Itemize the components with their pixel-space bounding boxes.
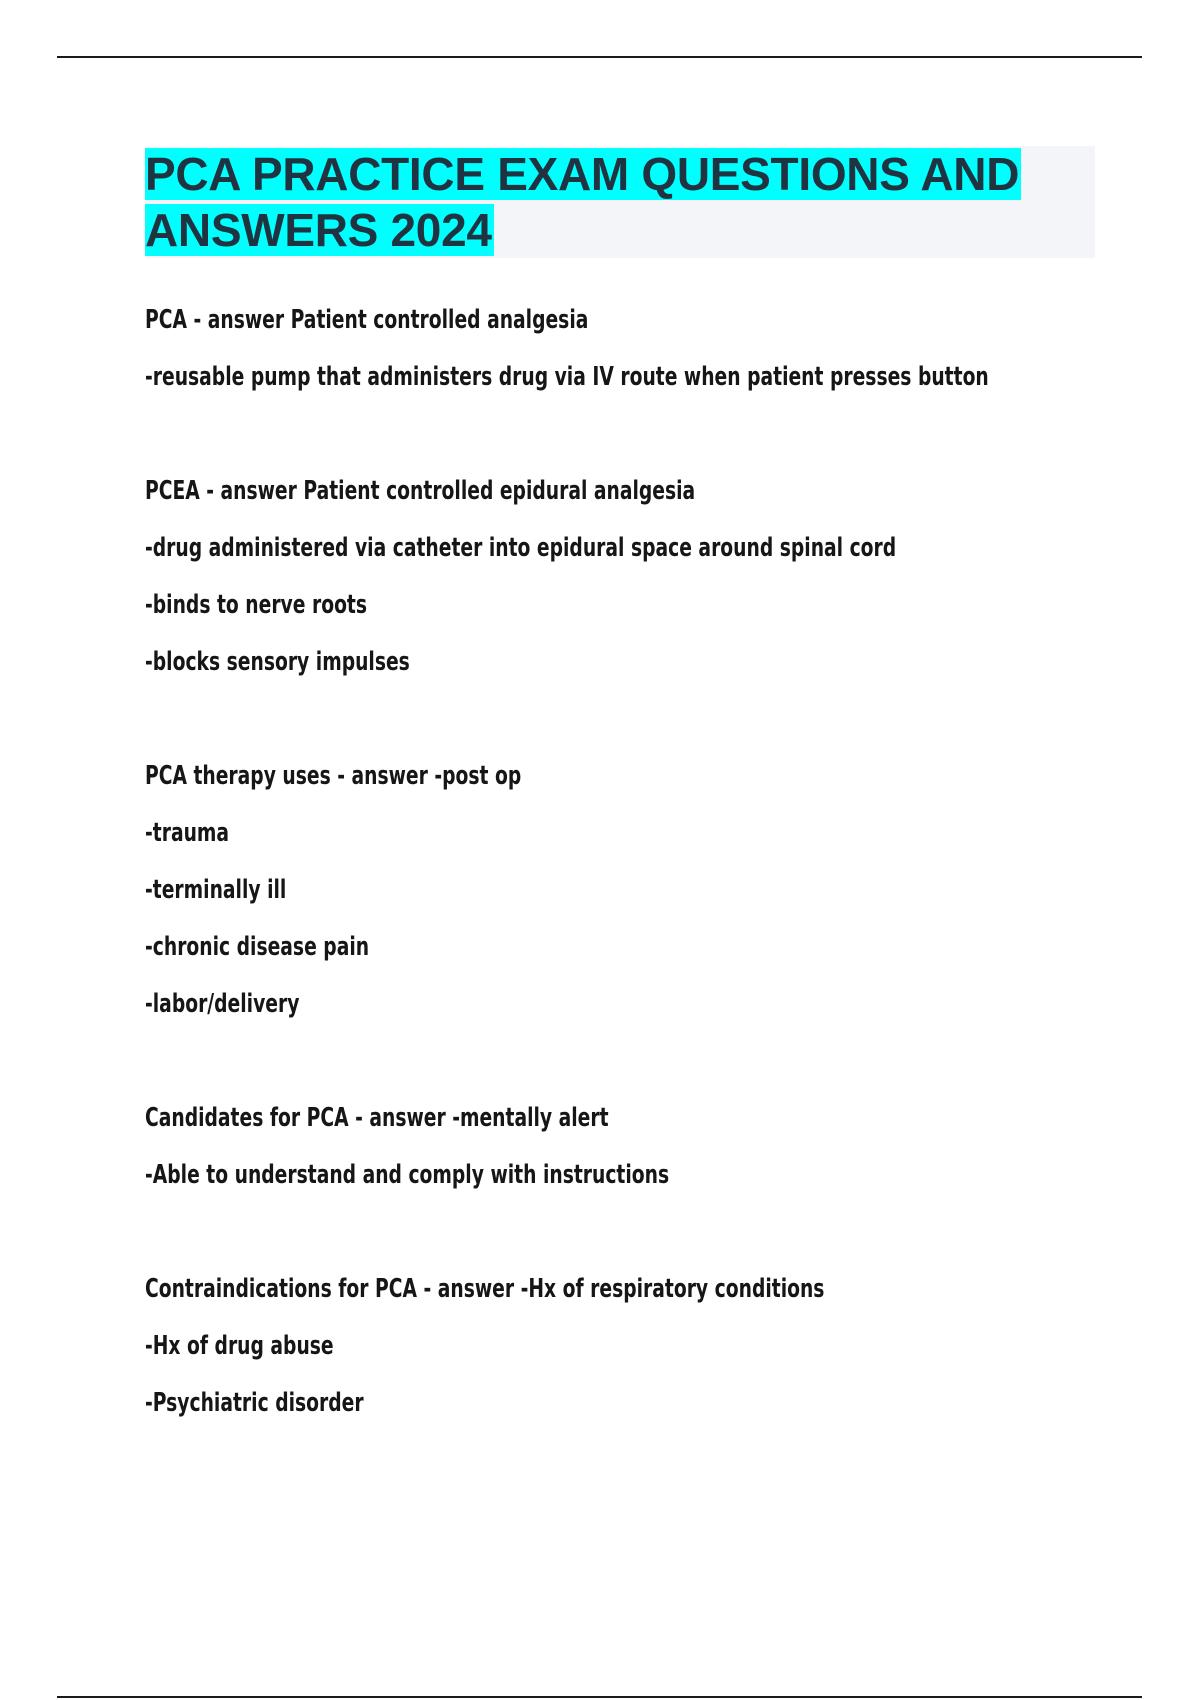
qa-entry-pcea <box>145 476 1095 704</box>
page-title <box>145 146 1095 258</box>
bottom-rule <box>57 1696 1142 1698</box>
spacer <box>145 704 1095 761</box>
qa-line: -Psychiatric disorder <box>145 1388 364 1418</box>
qa-line: -Hx of drug abuse <box>145 1331 334 1361</box>
qa-line: Candidates for PCA - answer -mentally alert <box>145 1103 609 1133</box>
qa-line: PCA - answer Patient controlled analgesia <box>145 305 589 335</box>
spacer <box>145 419 1095 476</box>
qa-line: -chronic disease pain <box>145 932 370 962</box>
top-rule <box>57 56 1142 58</box>
qa-line: -binds to nerve roots <box>145 590 368 620</box>
title-block <box>145 146 1095 258</box>
qa-entry-pca <box>145 305 1095 419</box>
qa-entry-therapy-uses <box>145 761 1095 1046</box>
qa-line: -Able to understand and comply with instructions <box>145 1160 670 1190</box>
qa-line: PCA therapy uses - answer -post op <box>145 761 522 791</box>
qa-content <box>145 305 1095 1445</box>
qa-line: -terminally ill <box>145 875 287 905</box>
qa-entry-candidates <box>145 1103 1095 1217</box>
qa-line: -blocks sensory impulses <box>145 647 410 677</box>
title-line-1: PCA PRACTICE EXAM QUESTIONS AND <box>145 148 1020 200</box>
qa-line: -trauma <box>145 818 230 848</box>
spacer <box>145 1046 1095 1103</box>
qa-entry-contraindications <box>145 1274 1095 1445</box>
spacer <box>145 1217 1095 1274</box>
qa-line: Contraindications for PCA - answer -Hx of respiratory conditions <box>145 1274 825 1304</box>
qa-line: -drug administered via catheter into epidural space around spinal cord <box>145 533 897 563</box>
qa-line: -labor/delivery <box>145 989 300 1019</box>
qa-line: -reusable pump that administers drug via IV route when patient presses button <box>145 362 989 392</box>
title-line-2: ANSWERS 2024 <box>145 204 492 256</box>
qa-line: PCEA - answer Patient controlled epidural analgesia <box>145 476 696 506</box>
